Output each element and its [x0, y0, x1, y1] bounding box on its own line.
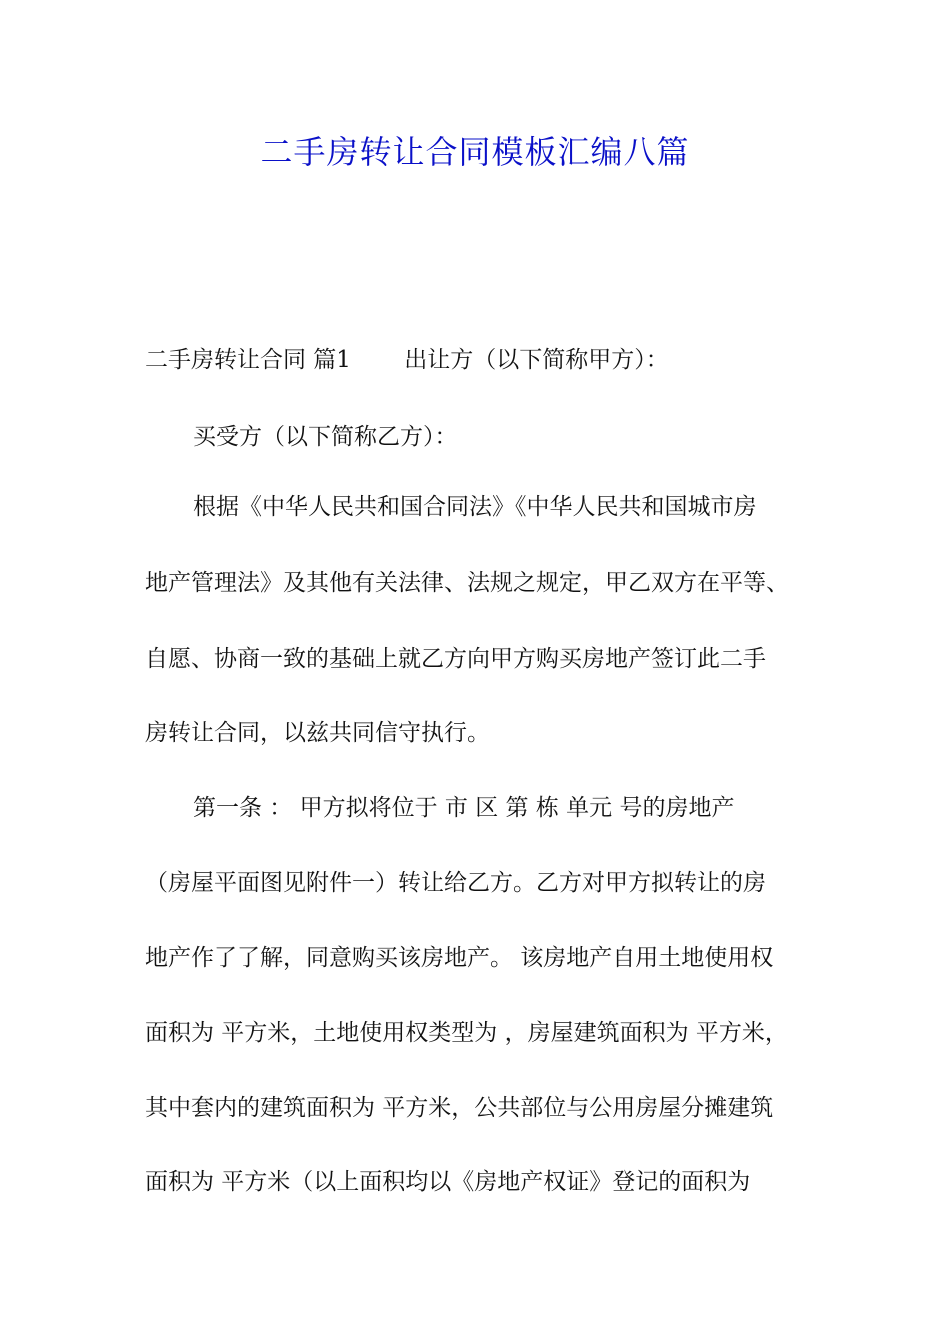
paragraph-line: 根据《中华人民共和国合同法》《中华人民共和国城市房	[193, 494, 757, 520]
buyer-line: 买受方（以下简称乙方）：	[193, 424, 458, 450]
article-one-line: 第一条 ： 甲方拟将位于 市 区 第 栋 单元 号的房地产	[193, 795, 735, 821]
paragraph-line: 其中套内的建筑面积为 平方米，公共部位与公用房屋分摊建筑	[145, 1095, 774, 1121]
paragraph-line: 面积为 平方米（以上面积均以《房地产权证》登记的面积为	[145, 1169, 751, 1195]
paragraph-line: 地产作了了解，同意购买该房地产。 该房地产自用土地使用权	[145, 945, 774, 971]
paragraph-line: （房屋平面图见附件一）转让给乙方。乙方对甲方拟转让的房	[145, 870, 766, 896]
document-title: 二手房转让合同模板汇编八篇	[260, 133, 690, 171]
contract-heading-line: 二手房转让合同 篇1 出让方（以下简称甲方）：	[145, 347, 669, 373]
paragraph-line: 房转让合同，以兹共同信守执行。	[145, 720, 490, 746]
paragraph-line: 地产管理法》及其他有关法律、法规之规定，甲乙双方在平等、	[145, 570, 789, 596]
paragraph-line: 面积为 平方米，土地使用权类型为 ，房屋建筑面积为 平方米，	[145, 1020, 788, 1046]
paragraph-line: 自愿、协商一致的基础上就乙方向甲方购买房地产签订此二手	[145, 646, 766, 672]
